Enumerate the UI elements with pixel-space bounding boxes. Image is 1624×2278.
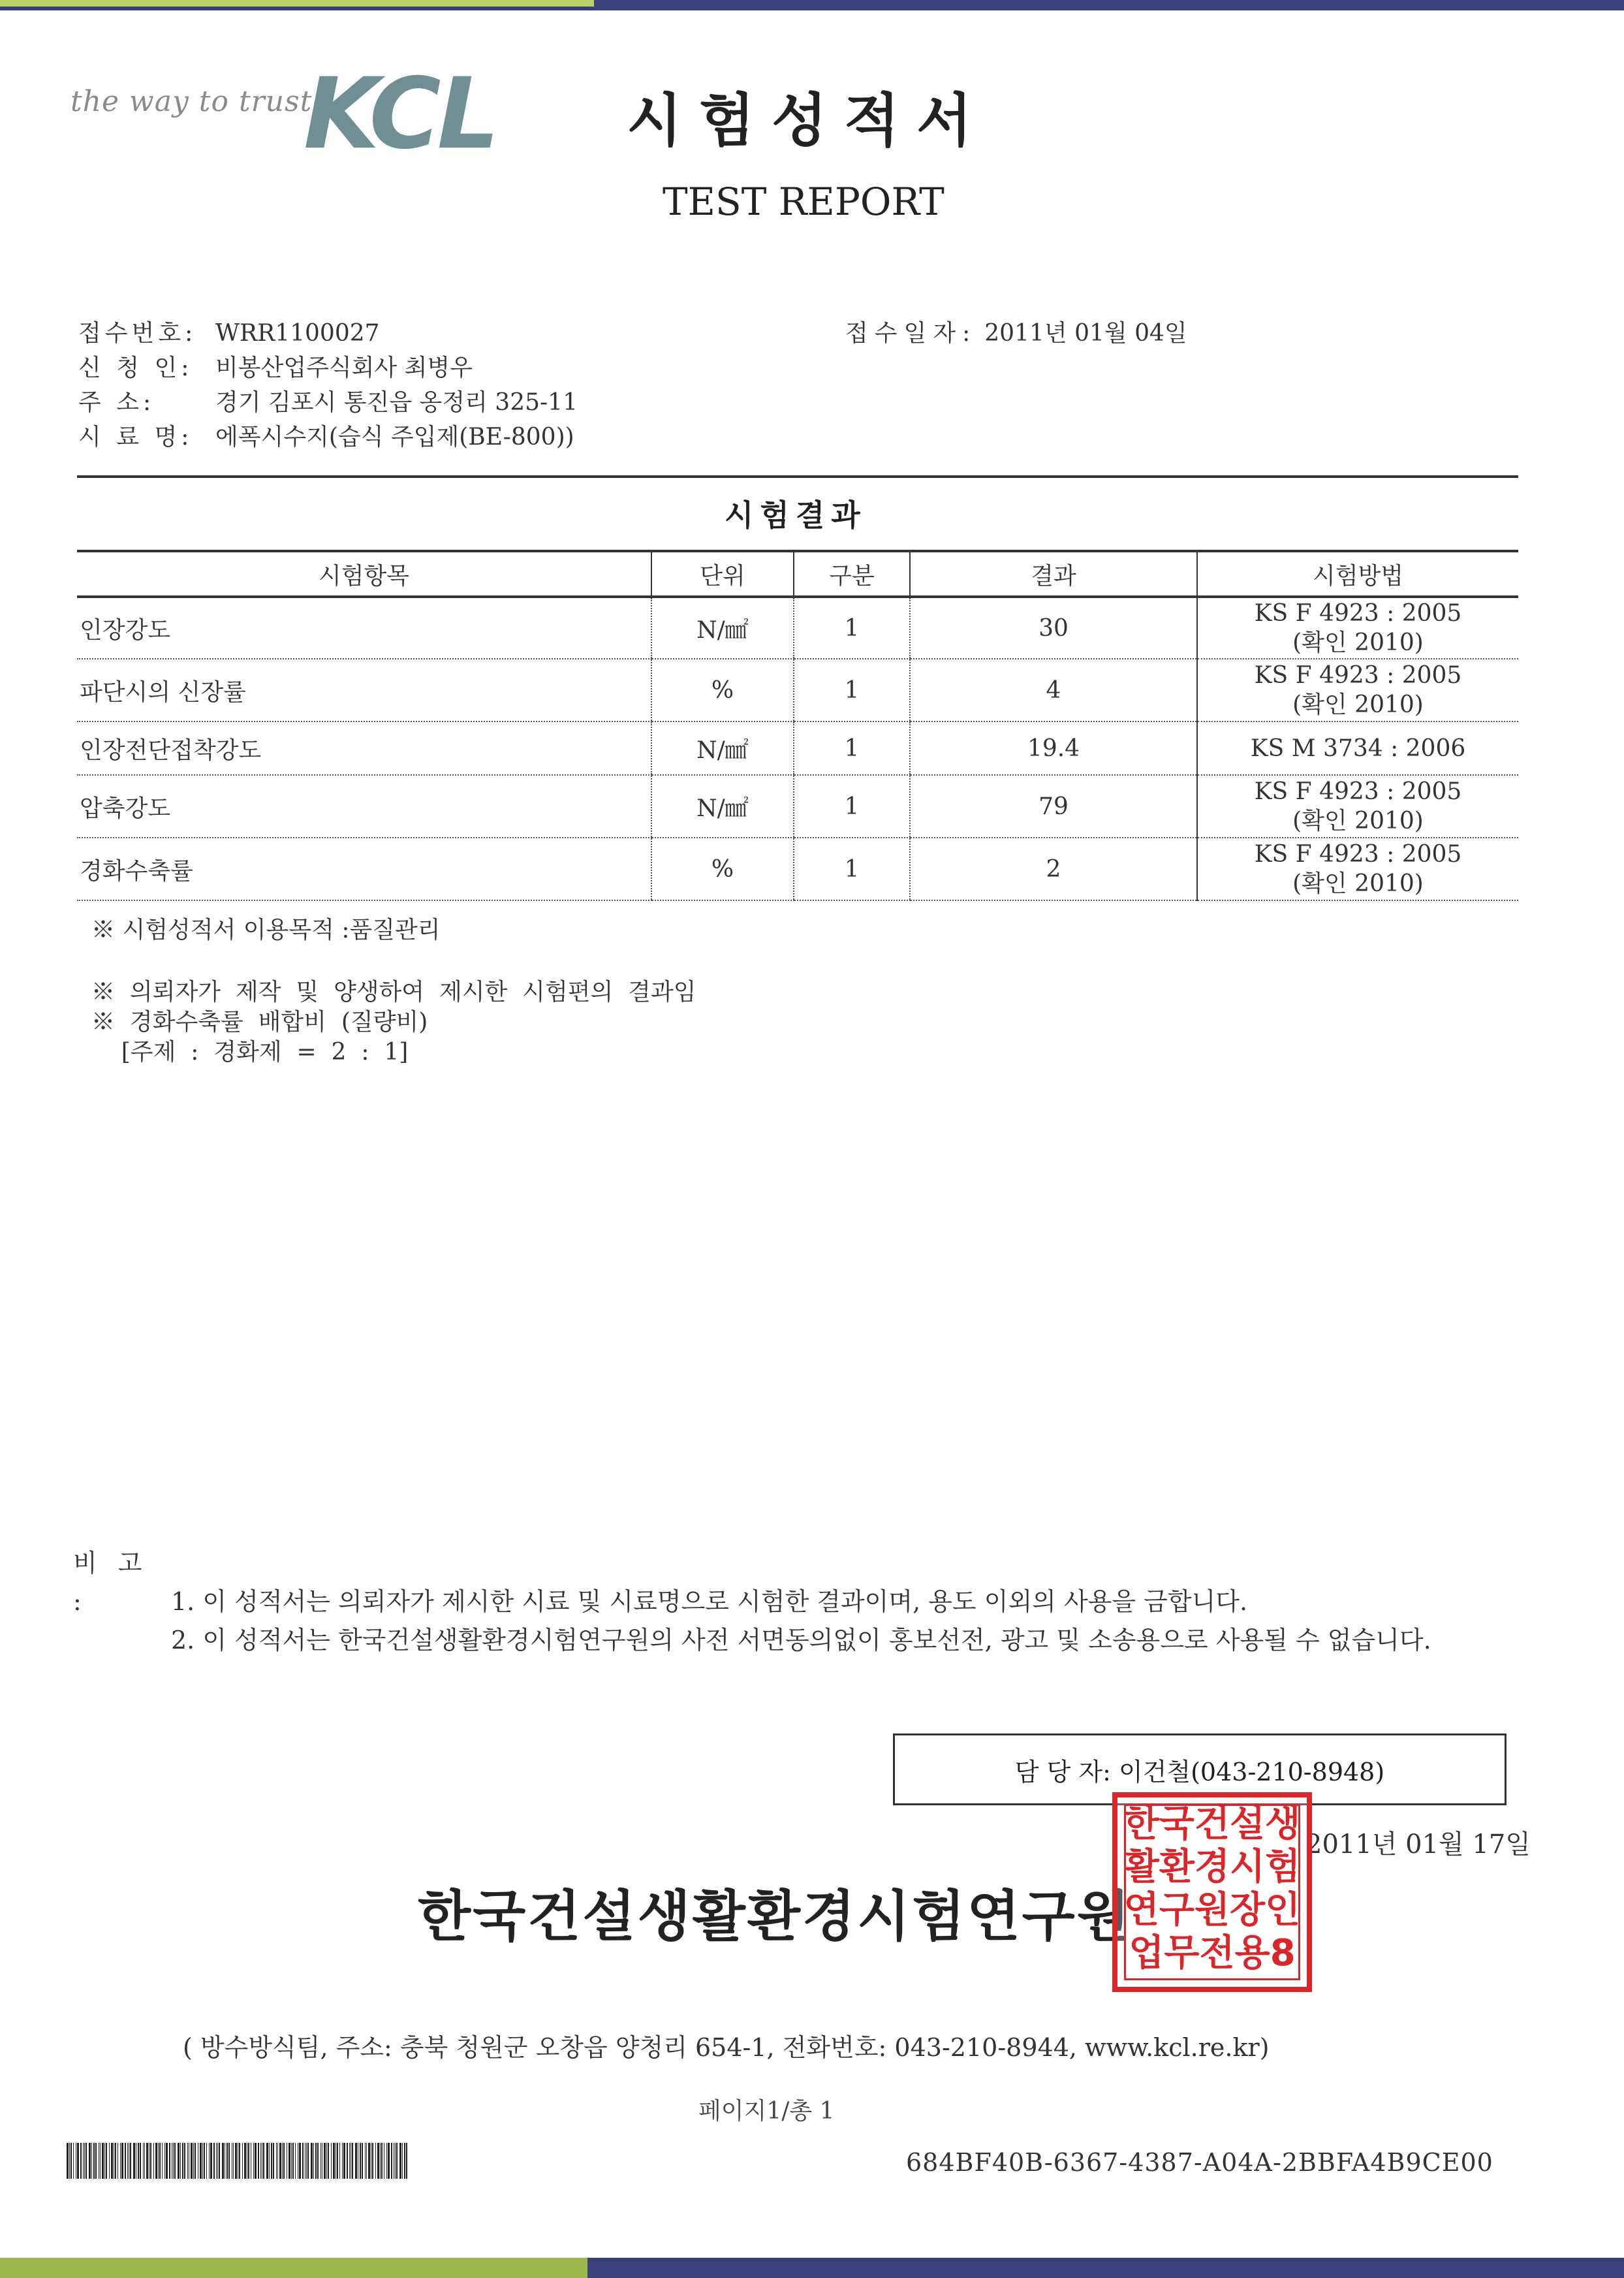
barcode-bar xyxy=(162,2143,163,2179)
barcode-bar xyxy=(260,2143,261,2179)
barcode-bar xyxy=(209,2143,210,2179)
barcode-bar xyxy=(191,2143,193,2179)
barcode-bar xyxy=(100,2143,101,2179)
barcode-bar xyxy=(144,2143,145,2179)
unit-cell: % xyxy=(651,659,794,721)
receipt-no: WRR1100027 xyxy=(215,320,380,347)
sample-name: 에폭시수지(습식 주입제(BE-800)) xyxy=(215,424,574,451)
barcode-bar xyxy=(255,2143,257,2179)
barcode-bar xyxy=(206,2143,207,2179)
barcode-bar xyxy=(326,2143,327,2179)
barcode-bar xyxy=(84,2143,85,2179)
division-cell: 1 xyxy=(794,597,910,659)
barcode-bar xyxy=(366,2143,367,2179)
barcode-bar xyxy=(402,2143,403,2179)
table-row xyxy=(77,838,1518,900)
bottom-band-accent xyxy=(587,2258,1624,2278)
footer-address: ( 방수방식팀, 주소: 충북 청원군 오창읍 양청리 654-1, 전화번호: 043-210-8944, www.kcl.re.kr) xyxy=(183,2033,1270,2062)
method-standard: KS F 4923 : 2005 xyxy=(1254,841,1462,868)
barcode-bar xyxy=(292,2143,294,2179)
barcode-bar xyxy=(368,2143,370,2179)
barcode-bar xyxy=(315,2143,317,2179)
remarks xyxy=(73,1544,1431,1660)
barcode-bar xyxy=(102,2143,104,2179)
barcode-bar xyxy=(355,2143,357,2179)
result-cell: 79 xyxy=(910,775,1197,838)
seal-text-1: 한국건설생 xyxy=(1123,1803,1301,1845)
barcode-bar xyxy=(248,2143,249,2179)
barcode-bar xyxy=(182,2143,183,2179)
barcode-bar xyxy=(381,2143,383,2179)
remarks-label: 비 고 : xyxy=(73,1549,149,1616)
barcode-bar xyxy=(217,2143,218,2179)
barcode-bar xyxy=(349,2143,350,2179)
barcode-bar xyxy=(178,2143,180,2179)
receipt-no-label: 접수번호: xyxy=(78,320,197,347)
method-confirm: (확인 2010) xyxy=(1292,808,1424,834)
result-cell: 30 xyxy=(910,597,1197,659)
sample-label: 시 료 명: xyxy=(78,424,193,451)
barcode-bar xyxy=(313,2143,314,2179)
barcode-bar xyxy=(159,2143,161,2179)
barcode-bar xyxy=(222,2143,224,2179)
barcode-bar xyxy=(193,2143,194,2179)
method-standard: KS F 4923 : 2005 xyxy=(1254,600,1462,627)
issue-date: 2011년 01월 17일 xyxy=(1305,1829,1531,1859)
barcode-bar xyxy=(258,2143,259,2179)
method-cell xyxy=(1197,775,1518,838)
address: 경기 김포시 통진읍 옹정리 325-11 xyxy=(215,389,578,416)
barcode-bar xyxy=(187,2143,188,2179)
results-title: 시험결과 xyxy=(725,498,867,533)
col-item: 시험항목 xyxy=(77,551,651,597)
note-line-2: ※ 경화수축률 배합비 (질량비) xyxy=(91,1009,428,1036)
table-row xyxy=(77,721,1518,775)
report-title-english: TEST REPORT xyxy=(663,180,945,224)
barcode-bar xyxy=(386,2143,387,2179)
unit-cell: % xyxy=(651,838,794,900)
barcode-bar xyxy=(337,2143,338,2179)
method-cell xyxy=(1197,597,1518,659)
barcode-bar xyxy=(121,2143,123,2179)
barcode-bar xyxy=(95,2143,97,2179)
barcode-bar xyxy=(388,2143,390,2179)
barcode-bar xyxy=(153,2143,154,2179)
barcode-bar xyxy=(143,2143,144,2179)
barcode-bar xyxy=(333,2143,335,2179)
barcode-bar xyxy=(164,2143,165,2179)
barcode-bar xyxy=(91,2143,92,2179)
division-cell: 1 xyxy=(794,721,910,775)
barcode-bar xyxy=(184,2143,185,2179)
col-unit: 단위 xyxy=(651,551,794,597)
item-cell: 파단시의 신장률 xyxy=(77,659,651,721)
seal-text-4: 업무전용8 xyxy=(1129,1932,1296,1975)
receipt-no-row xyxy=(78,315,380,348)
barcode-bar xyxy=(140,2143,141,2179)
barcode-bar xyxy=(328,2143,329,2179)
applicant: 비봉산업주식회사 최병우 xyxy=(215,355,473,381)
barcode-bar xyxy=(295,2143,296,2179)
barcode-bar xyxy=(273,2143,274,2179)
barcode-bar xyxy=(73,2143,74,2179)
method-cell xyxy=(1197,838,1518,900)
result-cell: 4 xyxy=(910,659,1197,721)
method-confirm: (확인 2010) xyxy=(1292,691,1424,718)
barcode-bar xyxy=(343,2143,345,2179)
barcode-bar xyxy=(115,2143,116,2179)
barcode-bar xyxy=(226,2143,228,2179)
barcode-bar xyxy=(342,2143,343,2179)
barcode-bar xyxy=(111,2143,113,2179)
barcode-bar xyxy=(377,2143,379,2179)
barcode-bar xyxy=(253,2143,254,2179)
barcode-bar xyxy=(86,2143,87,2179)
barcode-bar xyxy=(339,2143,340,2179)
barcode-bar xyxy=(174,2143,176,2179)
applicant-label: 신 청 인: xyxy=(78,355,193,381)
barcode-bar xyxy=(331,2143,332,2179)
barcode-bar xyxy=(109,2143,110,2179)
barcode-bar xyxy=(80,2143,82,2179)
barcode-bar xyxy=(242,2143,243,2179)
top-band-accent xyxy=(0,0,594,7)
note-line-3: [주제 : 경화제 = 2 : 1] xyxy=(91,1039,409,1066)
barcode-bar xyxy=(299,2143,301,2179)
barcode-bar xyxy=(180,2143,181,2179)
barcode-bar xyxy=(235,2143,237,2179)
applicant-row xyxy=(78,349,473,383)
barcode-bar xyxy=(150,2143,151,2179)
barcode-bar xyxy=(127,2143,128,2179)
table-row xyxy=(77,775,1518,838)
institute-name: 한국건설생활환경시험연구원 xyxy=(418,1884,1132,1948)
barcode-bar xyxy=(302,2143,304,2179)
receipt-date: 2011년 01월 04일 xyxy=(984,320,1187,347)
barcode-bar xyxy=(404,2143,405,2179)
barcode-bar xyxy=(155,2143,157,2179)
report-title-korean: 시험성적서 xyxy=(627,86,990,154)
table-row xyxy=(77,597,1518,659)
results-table xyxy=(77,550,1518,901)
barcode-bar xyxy=(352,2143,353,2179)
barcode-bar xyxy=(269,2143,270,2179)
col-division: 구분 xyxy=(794,551,910,597)
barcode-bar xyxy=(263,2143,264,2179)
barcode-bar xyxy=(146,2143,148,2179)
barcode-bar xyxy=(210,2143,212,2179)
barcode-bar xyxy=(67,2143,69,2179)
remark-2: 2. 이 성적서는 한국건설생활환경시험연구원의 사전 서면동의없이 홍보선전, 광고 및 소송용으로 사용될 수 없습니다. xyxy=(171,1625,1431,1654)
barcode-bar xyxy=(271,2143,272,2179)
result-cell: 2 xyxy=(910,838,1197,900)
barcode-bar xyxy=(306,2143,307,2179)
item-cell: 경화수축률 xyxy=(77,838,651,900)
barcode-bar xyxy=(406,2143,407,2179)
barcode-bar xyxy=(200,2143,202,2179)
col-result: 결과 xyxy=(910,551,1197,597)
barcode-bar xyxy=(77,2143,79,2179)
note-line-1: ※ 의뢰자가 제작 및 양생하여 제시한 시험편의 결과임 xyxy=(91,979,696,1005)
division-cell: 1 xyxy=(794,775,910,838)
address-row xyxy=(78,384,578,417)
barcode-bar xyxy=(399,2143,401,2179)
method-standard: KS F 4923 : 2005 xyxy=(1254,662,1462,689)
barcode-bar xyxy=(204,2143,205,2179)
item-cell: 압축강도 xyxy=(77,775,651,838)
header-divider xyxy=(77,475,1518,478)
barcode-bar xyxy=(117,2143,118,2179)
official-seal xyxy=(1112,1792,1312,1992)
unit-cell: N/㎟ xyxy=(651,597,794,659)
barcode-bar xyxy=(125,2143,126,2179)
barcode xyxy=(65,2143,411,2179)
barcode-bar xyxy=(362,2143,363,2179)
division-cell: 1 xyxy=(794,838,910,900)
barcode-bar xyxy=(69,2143,70,2179)
barcode-bar xyxy=(133,2143,135,2179)
item-cell: 인장강도 xyxy=(77,597,651,659)
method-standard: KS F 4923 : 2005 xyxy=(1254,778,1462,805)
unit-cell: N/㎟ xyxy=(651,775,794,838)
unit-cell: N/㎟ xyxy=(651,721,794,775)
barcode-bar xyxy=(324,2143,326,2179)
purpose-note: ※ 시험성적서 이용목적 :품질관리 xyxy=(91,917,441,943)
barcode-bar xyxy=(391,2143,392,2179)
barcode-bar xyxy=(233,2143,234,2179)
barcode-bar xyxy=(380,2143,381,2179)
barcode-bar xyxy=(311,2143,313,2179)
document-id: 684BF40B-6367-4387-A04A-2BBFA4B9CE00 xyxy=(906,2148,1493,2177)
seal-text-2: 활환경시험 xyxy=(1123,1846,1301,1889)
barcode-bar xyxy=(173,2143,174,2179)
barcode-bar xyxy=(158,2143,159,2179)
barcode-bar xyxy=(239,2143,240,2179)
barcode-bar xyxy=(283,2143,285,2179)
barcode-bar xyxy=(213,2143,215,2179)
barcode-bar xyxy=(130,2143,131,2179)
barcode-bar xyxy=(195,2143,196,2179)
barcode-bar xyxy=(70,2143,72,2179)
logo-tagline: the way to trust xyxy=(70,85,313,118)
barcode-bar xyxy=(93,2143,95,2179)
barcode-bar xyxy=(83,2143,84,2179)
method-cell xyxy=(1197,721,1518,775)
barcode-bar xyxy=(395,2143,396,2179)
barcode-bar xyxy=(216,2143,217,2179)
contact-person: 담 당 자: 이건철(043-210-8948) xyxy=(1014,1757,1385,1786)
method-standard: KS M 3734 : 2006 xyxy=(1250,735,1466,762)
barcode-bar xyxy=(104,2143,105,2179)
barcode-bar xyxy=(291,2143,292,2179)
kcl-logo: KCL xyxy=(304,57,496,171)
barcode-bar xyxy=(244,2143,246,2179)
sample-row xyxy=(78,419,574,452)
barcode-bar xyxy=(276,2143,277,2179)
barcode-bar xyxy=(169,2143,170,2179)
seal-text-3: 연구원장인 xyxy=(1123,1889,1301,1932)
barcode-bar xyxy=(396,2143,398,2179)
method-confirm: (확인 2010) xyxy=(1292,870,1424,897)
col-method: 시험방법 xyxy=(1197,551,1518,597)
barcode-bar xyxy=(365,2143,366,2179)
result-cell: 19.4 xyxy=(910,721,1197,775)
barcode-bar xyxy=(289,2143,290,2179)
remark-1: 비 고 : 1. 이 성적서는 의뢰자가 제시한 시료 및 시료명으로 시험한 결과이며, 용도 이외의 사용을 금합니다. xyxy=(73,1544,1431,1621)
barcode-bar xyxy=(106,2143,107,2179)
barcode-bar xyxy=(89,2143,91,2179)
barcode-bar xyxy=(282,2143,283,2179)
seal-inner-border xyxy=(1124,1804,1300,1980)
barcode-bar xyxy=(347,2143,348,2179)
results-header-row xyxy=(77,551,1518,597)
barcode-bar xyxy=(320,2143,321,2179)
address-label: 주 소: xyxy=(78,389,155,416)
barcode-bar xyxy=(307,2143,309,2179)
barcode-bar xyxy=(375,2143,376,2179)
barcode-bar xyxy=(266,2143,268,2179)
method-confirm: (확인 2010) xyxy=(1292,629,1424,656)
item-cell: 인장전단접착강도 xyxy=(77,721,651,775)
barcode-bar xyxy=(202,2143,203,2179)
barcode-bar xyxy=(166,2143,168,2179)
barcode-bar xyxy=(277,2143,278,2179)
barcode-bar xyxy=(120,2143,121,2179)
barcode-bar xyxy=(360,2143,361,2179)
receipt-date-label: 접수일자: xyxy=(845,320,977,347)
barcode-bar xyxy=(372,2143,373,2179)
barcode-bar xyxy=(279,2143,281,2179)
barcode-bar xyxy=(219,2143,220,2179)
method-cell xyxy=(1197,659,1518,721)
barcode-bar xyxy=(228,2143,230,2179)
division-cell: 1 xyxy=(794,659,910,721)
receipt-date-row xyxy=(845,315,1187,348)
barcode-bar xyxy=(138,2143,139,2179)
barcode-bar xyxy=(317,2143,319,2179)
table-row xyxy=(77,659,1518,721)
page-number: 페이지1/총 1 xyxy=(698,2098,835,2125)
